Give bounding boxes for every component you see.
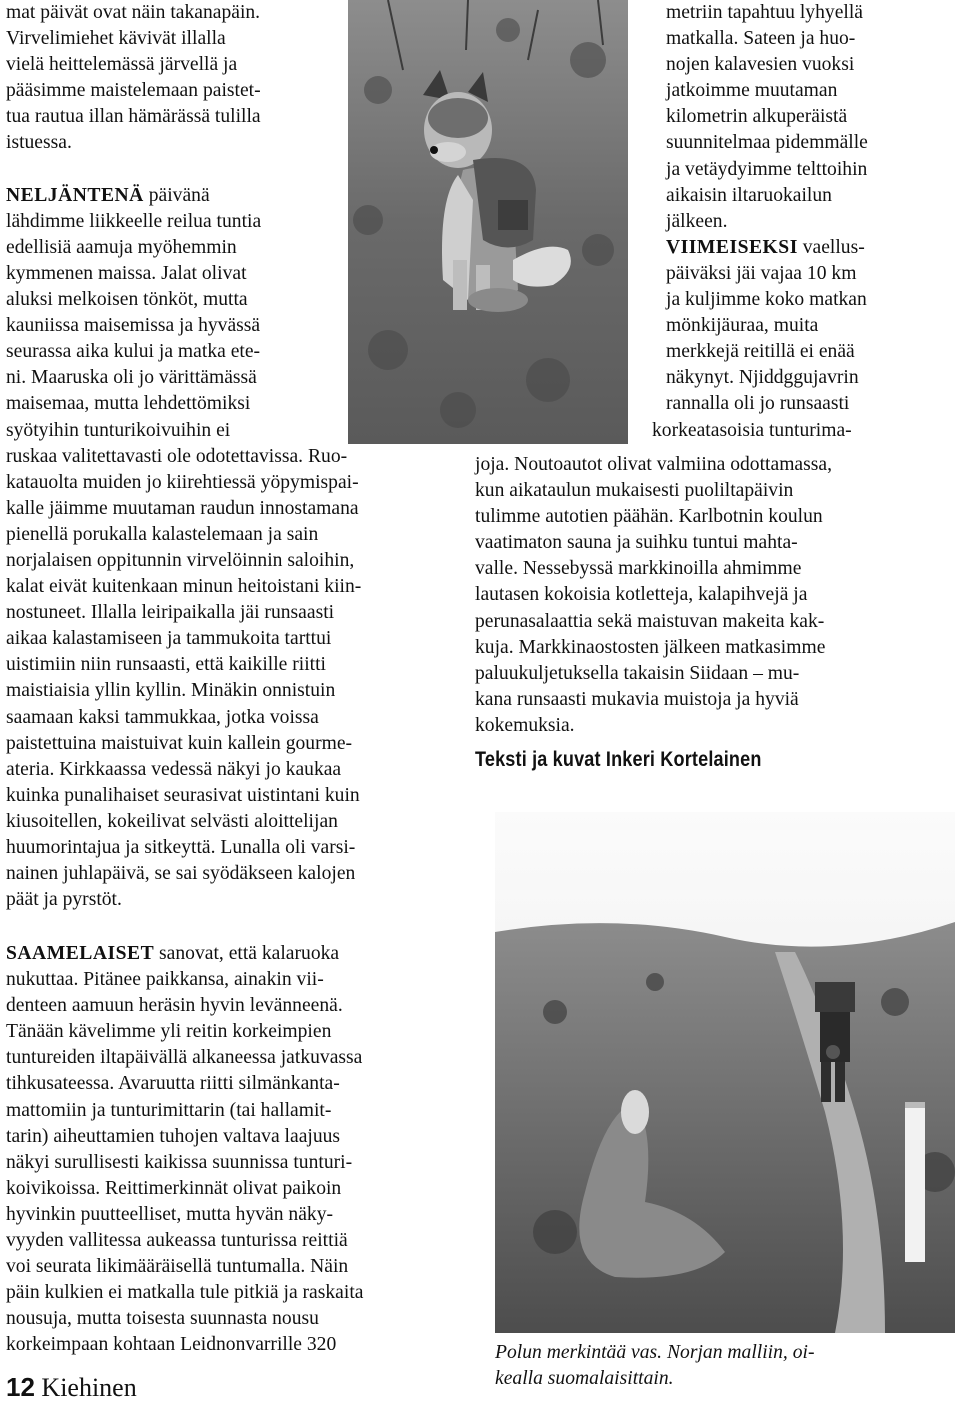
text-line: ruskaa valitettavasti ole odotettavissa. Ruo- (6, 445, 348, 467)
last-day-paragraph: VIIMEISEKSI vaellus- päiväksi jäi vajaa 10 km ja kuljimme koko matkan mönkijäuraa, muita merkkejä reitillä ei enää näkynyt. Njiddggujavrin rannalla oli jo runsaasti korkeatasoisia tunturima- (666, 235, 956, 444)
text-line: suunnitelmaa pidemmälle (666, 132, 868, 154)
author-credit: Teksti ja kuvat Inkeri Kortelainen (475, 748, 762, 771)
day-four-paragraph: NELJÄNTENÄ päivänä lähdimme liikkeelle reilua tuntia edellisiä aamuja myöhemmin kymmenen maissa. Jalat olivat aluksi melkoisen tönköt, mutta kauniissa maisemissa ja hyvässä seurassa aika kului ja matka ete- ni. Maaruska oli jo värittämässä maisemaa, mutta lehdettömiksi syötyihin tunturikoivuihin ei ruskaa valitettavasti ole odotettavissa. Ruo- katauolta muiden jo kiirehtiessä yöpymispai- kalle jäimme muutaman raudun innostamana pienellä porukalla kalastelemaan ja sain norjalaisen oppitunnin virvelöinnin saloihin, kalat eivät kuitenkaan minun heitoistani kiin- nostuneet. Illalla leiripaikalla jäi runsaasti aikaa kalastamiseen ja tammukoita tarttui uistimiin niin runsaasti, että kaikille riitti maistiaisia yllin kyllin. Minäkin onnistuin saamaan kaksi tammukkaa, jotka voissa paistettuina maistuivat kuin kallein gourme- ateria. Kirkkaassa vedessä näkyi jo kaukaa kuinka punalihaiset seurasivat uistintani kuin kiusoitellen, kokeilivat selvästi aloittelijan huumorintajua ja sitkeyttä. Lunalla oli varsi- nainen juhlapäivä, se sai syödäkseen kalojen päät ja pyrstöt. (6, 183, 446, 914)
text-line: näkyi surullisesti kaikissa suunnissa tunturi- (6, 1151, 353, 1173)
right-column-upper (652, 0, 956, 444)
text-line: kana runsaasti mukavia muistoja ja hyviä (475, 688, 799, 710)
text-line: tihkusateessa. Avaruutta riitti silmänkanta- (6, 1073, 340, 1095)
text-line: katauolta muiden jo kiirehtiessä yöpymispai- (6, 471, 359, 493)
right-bottom-paragraph (475, 452, 955, 739)
text-line: mönkijäuraa, muita (666, 315, 819, 337)
text-line: kuja. Markkinaostosten jälkeen matkasimme (475, 636, 826, 658)
text-line: merkkejä reitillä ei enää (666, 341, 855, 363)
text-line: nukuttaa. Pitänee paikkansa, ainakin vii- (6, 969, 324, 991)
text-line: perunasalaattia sekä maistuvan makeita kak- (475, 610, 825, 632)
text-line: maistiaisia yllin kyllin. Minäkin onnistuin (6, 680, 336, 702)
text-line: pääsimme maistelemaan paistet- (6, 80, 261, 102)
text-line: hyvinkin puutteelliset, mutta hyvän näky- (6, 1203, 334, 1225)
text-line: paistettuina maistuivat kuin kallein gourme- (6, 732, 353, 754)
text-line: korkeimpaan kohtaan Leidnonvarrille 320 (6, 1334, 337, 1356)
text-line: lautasen kokoisia kotletteja, kalapihvejä ja (475, 584, 808, 606)
text-line: nojen kalavesien vuoksi (666, 54, 855, 76)
text-line: päin kulkien ei matkalla tule pitkiä ja raskaita (6, 1282, 364, 1304)
left-top-paragraph (6, 0, 446, 157)
saami-lead: SAAMELAISET (6, 943, 155, 964)
text-line: Tänään kävelimme yli reitin korkeimpien (6, 1021, 332, 1043)
page-folio (6, 1372, 137, 1403)
text-line: aikaisin iltaruokailun (666, 184, 832, 206)
text-line: vielä heittelemässä järvellä ja (6, 54, 238, 76)
text-line: rannalla oli jo runsaasti (666, 393, 850, 415)
text-line: kalat eivät kuitenkaan minun heitoistani kiin- (6, 576, 362, 598)
text-line: vaatimaton sauna ja suihku tuntui mahta- (475, 532, 798, 554)
right-top-paragraph (666, 0, 956, 235)
text-line: kymmenen maissa. Jalat olivat (6, 262, 247, 284)
text-line: mat päivät ovat näin takanapäin. (6, 2, 261, 23)
day-four-lead: NELJÄNTENÄ (6, 184, 144, 206)
text-line: tua rautua illan hämärässä tulilla (6, 106, 261, 128)
text-line: joja. Noutoautot olivat valmiina odottamassa, (475, 454, 832, 475)
text-line: tuntureiden iltapäivällä alkaneessa jatkuvassa (6, 1047, 363, 1069)
right-column-lower (475, 452, 955, 739)
photo-caption: Polun merkintää vas. Norjan malliin, oi- kealla suomalaisittain. (495, 1342, 815, 1389)
left-lower-column (6, 941, 446, 1359)
text-line: aluksi melkoisen tönköt, mutta (6, 289, 248, 311)
last-day-lead: VIIMEISEKSI (666, 236, 798, 258)
text-line: ja kuljimme koko matkan (666, 289, 867, 311)
text-line: päiväksi jäi vajaa 10 km (666, 262, 857, 284)
text-line: ja vetäydyimme telttoihin (666, 158, 868, 180)
text-line: saamaan kaksi tammukkaa, jotka voissa (6, 706, 319, 728)
text-line: ni. Maaruska oli jo värittämässä (6, 367, 257, 389)
text-line: paluukuljetuksella takaisin Siidaan – mu- (475, 662, 800, 684)
text-line: voi seurata likimääräisellä tuntumalla. Näin (6, 1256, 349, 1278)
text-line: kuinka punalihaiset seurasivat uistintani kuin (6, 784, 360, 806)
text-line: mattomiin ja tunturimittarin (tai hallamit- (6, 1099, 332, 1121)
text-line: nousuja, mutta toisesta suunnasta nousu (6, 1308, 319, 1330)
text-line: matkalla. Sateen ja huo- (666, 28, 856, 50)
text-line: Virvelimiehet kävivät illalla (6, 28, 226, 50)
text-line: nostuneet. Illalla leiripaikalla jäi runsaasti (6, 602, 335, 624)
text-line: kilometrin alkuperäistä (666, 106, 848, 128)
text-line: tarin) aiheuttamien tuhojen valtava laajuus (6, 1125, 341, 1147)
left-column (6, 0, 446, 913)
text-line: norjalaisen oppitunnin virvelöinnin saloihin, (6, 549, 355, 571)
text-line: tulimme autotien päähän. Karlbotnin koulun (475, 506, 823, 528)
text-line: jatkoimme muutaman (666, 80, 838, 102)
text-line: koivikoissa. Reittimerkinnät olivat paikoin (6, 1177, 342, 1199)
text-line: valle. Nessebyssä markkinoilla ahmimme (475, 558, 802, 580)
saami-paragraph: SAAMELAISET sanovat, että kalaruoka nukuttaa. Pitänee paikkansa, ainakin vii- denteen aamuun heräsin hyvin levänneenä. Tänään kävelimme yli reitin korkeimpien tuntureiden iltapäivällä alkaneessa jatkuvassa tihkusateessa. Avaruutta riitti silmänkanta- mattomiin ja tunturimittarin (tai hallamit- tarin) aiheuttamien tuhojen valtava laajuus näkyi surullisesti kaikissa suunnissa tunturi- koivikoissa. Reittimerkinnät olivat paikoin hyvinkin puutteelliset, mutta hyvän näky- vyyden vallitessa aukeassa tunturissa reittiä voi seurata likimääräisellä tuntumalla. Näin päin kulkien ei matkalla tule pitkiä ja raskaita nousuja, mutta toisesta suunnasta nousu korkeimpaan kohtaan Leidnonvarrille 320 (6, 941, 446, 1359)
text-line: ateria. Kirkkaassa vedessä näkyi jo kaukaa (6, 758, 342, 780)
text-line: metriin tapahtuu lyhyellä (666, 2, 863, 23)
text-line: pienellä porukalla kalastelemaan ja sain (6, 523, 319, 545)
text-line: näkynyt. Njiddggujavrin (666, 367, 859, 389)
text-line: aikaa kalastamiseen ja tammukoita tarttui (6, 628, 332, 650)
text-line: huumorintajua ja sitkeyttä. Lunalla oli varsi- (6, 837, 356, 858)
text-line: kokemuksia. (475, 714, 575, 736)
text-line: nainen juhlapäivä, se sai syödäkseen kalojen (6, 863, 356, 885)
text-line: syötyihin tunturikoivuihin ei (6, 419, 231, 441)
text-line: kun aikataulun mukaisesti puoliltapäivin (475, 480, 794, 502)
text-line: denteen aamuun heräsin hyvin levänneenä. (6, 995, 343, 1017)
text-line: istuessa. (6, 132, 72, 154)
text-line: uistimiin niin runsaasti, että kaikille riitti (6, 654, 326, 676)
spacer (6, 157, 446, 183)
text-line: edellisiä aamuja myöhemmin (6, 236, 237, 258)
magazine-name: Kiehinen (41, 1373, 137, 1402)
text-line: korkeatasoisia tunturima- (652, 419, 852, 441)
text-line: kiusoitellen, kokeilivat selvästi aloittelijan (6, 810, 338, 832)
text-line: päät ja pyrstöt. (6, 889, 122, 911)
page-number: 12 (6, 1372, 35, 1402)
text-line: kauniissa maisemissa ja hyvässä (6, 315, 261, 337)
trail-photo (495, 812, 955, 1333)
text-line: lähdimme liikkeelle reilua tuntia (6, 210, 262, 232)
text-line: vyyden vallitessa aukeassa tunturissa reittiä (6, 1230, 348, 1252)
text-line: maisemaa, mutta lehdettömiksi (6, 393, 251, 415)
text-line: jälkeen. (666, 210, 728, 232)
text-line: seurassa aika kului ja matka ete- (6, 341, 261, 363)
text-line: kalle jäimme muutaman raudun innostamana (6, 497, 359, 519)
